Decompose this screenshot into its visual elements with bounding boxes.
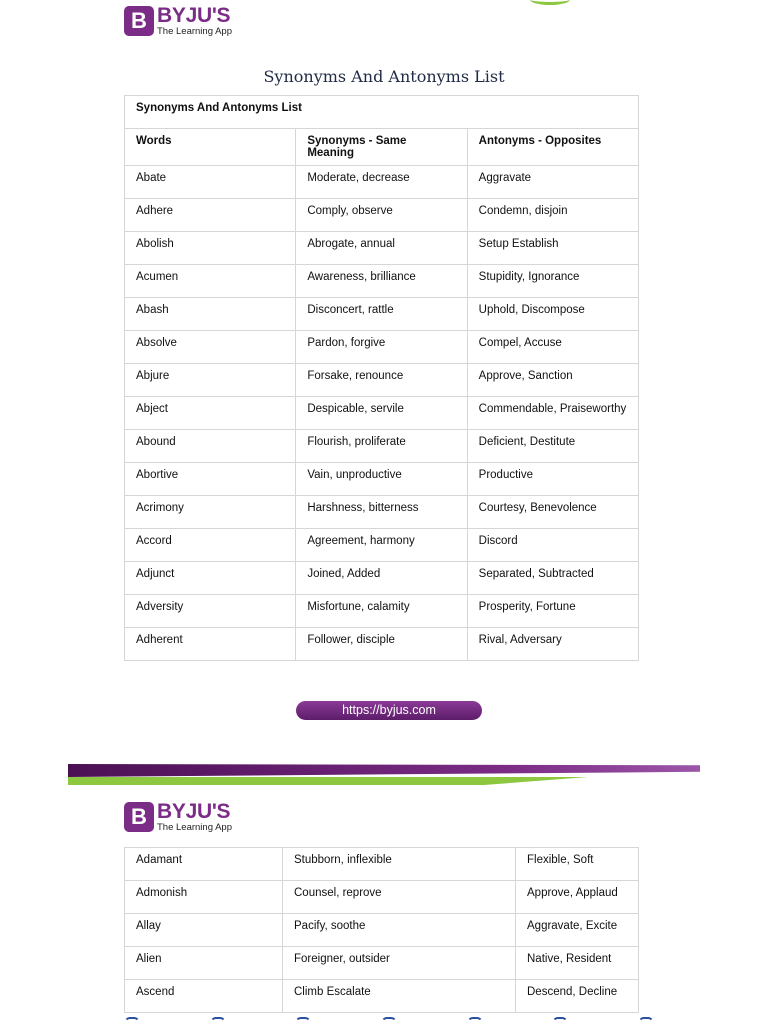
word-cell: Abate: [125, 166, 296, 199]
antonym-cell: Rival, Adversary: [467, 628, 638, 661]
table-row: [125, 595, 639, 628]
antonym-cell: Discord: [467, 529, 638, 562]
word-cell: Abound: [125, 430, 296, 463]
word-cell: Admonish: [125, 881, 283, 914]
table-row: [125, 199, 639, 232]
word-cell: Adamant: [125, 848, 283, 881]
table-caption: Synonyms And Antonyms List: [125, 96, 639, 129]
word-cell: Allay: [125, 914, 283, 947]
header-words: Words: [125, 129, 296, 166]
word-cell: Adversity: [125, 595, 296, 628]
table-caption-row: [125, 96, 639, 129]
table-row: [125, 331, 639, 364]
synonym-cell: Moderate, decrease: [296, 166, 467, 199]
table-row: [125, 298, 639, 331]
antonym-cell: Descend, Decline: [516, 980, 639, 1013]
logo-tagline: The Learning App: [157, 822, 233, 833]
word-cell: Accord: [125, 529, 296, 562]
synonym-cell: Abrogate, annual: [296, 232, 467, 265]
antonym-cell: Deficient, Destitute: [467, 430, 638, 463]
table-row: [125, 463, 639, 496]
word-cell: Acumen: [125, 265, 296, 298]
table-row: [125, 166, 639, 199]
synonym-cell: Pardon, forgive: [296, 331, 467, 364]
brand-logo-page2[interactable]: [124, 801, 232, 833]
synonym-cell: Despicable, servile: [296, 397, 467, 430]
synonym-cell: Awareness, brilliance: [296, 265, 467, 298]
header-antonyms: Antonyms - Opposites: [467, 129, 638, 166]
synonym-cell: Disconcert, rattle: [296, 298, 467, 331]
synonym-cell: Stubborn, inflexible: [283, 848, 516, 881]
synonym-cell: Misfortune, calamity: [296, 595, 467, 628]
page-break-band: [68, 764, 700, 788]
table-row: [125, 529, 639, 562]
synonym-cell: Pacify, soothe: [283, 914, 516, 947]
synonym-cell: Comply, observe: [296, 199, 467, 232]
table-row: [125, 881, 639, 914]
table-row: [125, 496, 639, 529]
table-row: [125, 914, 639, 947]
band-purple: [68, 764, 700, 777]
table-row: [125, 628, 639, 661]
antonym-cell: Prosperity, Fortune: [467, 595, 638, 628]
word-cell: Adhere: [125, 199, 296, 232]
table-row: [125, 947, 639, 980]
word-cell: Absolve: [125, 331, 296, 364]
word-cell: Adjunct: [125, 562, 296, 595]
table-row: [125, 848, 639, 881]
word-cell: Acrimony: [125, 496, 296, 529]
bottom-mark: [295, 1017, 311, 1026]
bottom-decoration: [124, 1017, 654, 1024]
antonym-cell: Aggravate: [467, 166, 638, 199]
word-cell: Adherent: [125, 628, 296, 661]
logo-name: BYJU'S: [157, 800, 231, 823]
bottom-mark: [210, 1017, 226, 1026]
synonyms-table: [124, 95, 639, 661]
bottom-mark: [638, 1017, 654, 1026]
word-cell: Ascend: [125, 980, 283, 1013]
logo-name: BYJU'S: [157, 4, 231, 27]
antonym-cell: Native, Resident: [516, 947, 639, 980]
antonym-cell: Productive: [467, 463, 638, 496]
table-row: [125, 980, 639, 1013]
band-green: [68, 777, 588, 785]
document-title: Synonyms And Antonyms List: [263, 67, 505, 86]
table-header-row: [125, 129, 639, 166]
table-row: [125, 364, 639, 397]
brand-logo[interactable]: [124, 5, 232, 37]
word-cell: Abolish: [125, 232, 296, 265]
antonym-cell: Flexible, Soft: [516, 848, 639, 881]
synonym-cell: Harshness, bitterness: [296, 496, 467, 529]
bottom-mark: [552, 1017, 568, 1026]
word-cell: Abortive: [125, 463, 296, 496]
synonym-cell: Counsel, reprove: [283, 881, 516, 914]
table-row: [125, 265, 639, 298]
synonym-cell: Agreement, harmony: [296, 529, 467, 562]
logo-tagline: The Learning App: [157, 26, 233, 37]
antonym-cell: Aggravate, Excite: [516, 914, 639, 947]
synonyms-table-page2-body: [125, 848, 639, 1013]
synonyms-table-body: [125, 96, 639, 661]
antonym-cell: Setup Establish: [467, 232, 638, 265]
logo-text: [157, 801, 232, 833]
synonym-cell: Follower, disciple: [296, 628, 467, 661]
top-swoosh-decoration: [530, 0, 570, 5]
table-row: [125, 232, 639, 265]
table-row: [125, 562, 639, 595]
synonym-cell: Vain, unproductive: [296, 463, 467, 496]
bottom-mark: [381, 1017, 397, 1026]
synonym-cell: Flourish, proliferate: [296, 430, 467, 463]
word-cell: Alien: [125, 947, 283, 980]
synonyms-table-page2: [124, 847, 639, 1013]
synonym-cell: Forsake, renounce: [296, 364, 467, 397]
antonym-cell: Separated, Subtracted: [467, 562, 638, 595]
table-row: [125, 397, 639, 430]
antonym-cell: Commendable, Praiseworthy: [467, 397, 638, 430]
header-synonyms: Synonyms - Same Meaning: [296, 129, 467, 166]
synonym-cell: Climb Escalate: [283, 980, 516, 1013]
logo-text: [157, 5, 232, 37]
antonym-cell: Condemn, disjoin: [467, 199, 638, 232]
word-cell: Abjure: [125, 364, 296, 397]
synonym-cell: Foreigner, outsider: [283, 947, 516, 980]
antonym-cell: Courtesy, Benevolence: [467, 496, 638, 529]
antonym-cell: Uphold, Discompose: [467, 298, 638, 331]
antonym-cell: Approve, Applaud: [516, 881, 639, 914]
bottom-mark: [467, 1017, 483, 1026]
antonym-cell: Compel, Accuse: [467, 331, 638, 364]
word-cell: Abject: [125, 397, 296, 430]
logo-mark: B: [124, 802, 154, 832]
word-cell: Abash: [125, 298, 296, 331]
footer-url-link[interactable]: https://byjus.com: [296, 701, 482, 720]
table-row: [125, 430, 639, 463]
antonym-cell: Stupidity, Ignorance: [467, 265, 638, 298]
antonym-cell: Approve, Sanction: [467, 364, 638, 397]
logo-mark: B: [124, 6, 154, 36]
synonym-cell: Joined, Added: [296, 562, 467, 595]
bottom-mark: [124, 1017, 140, 1026]
